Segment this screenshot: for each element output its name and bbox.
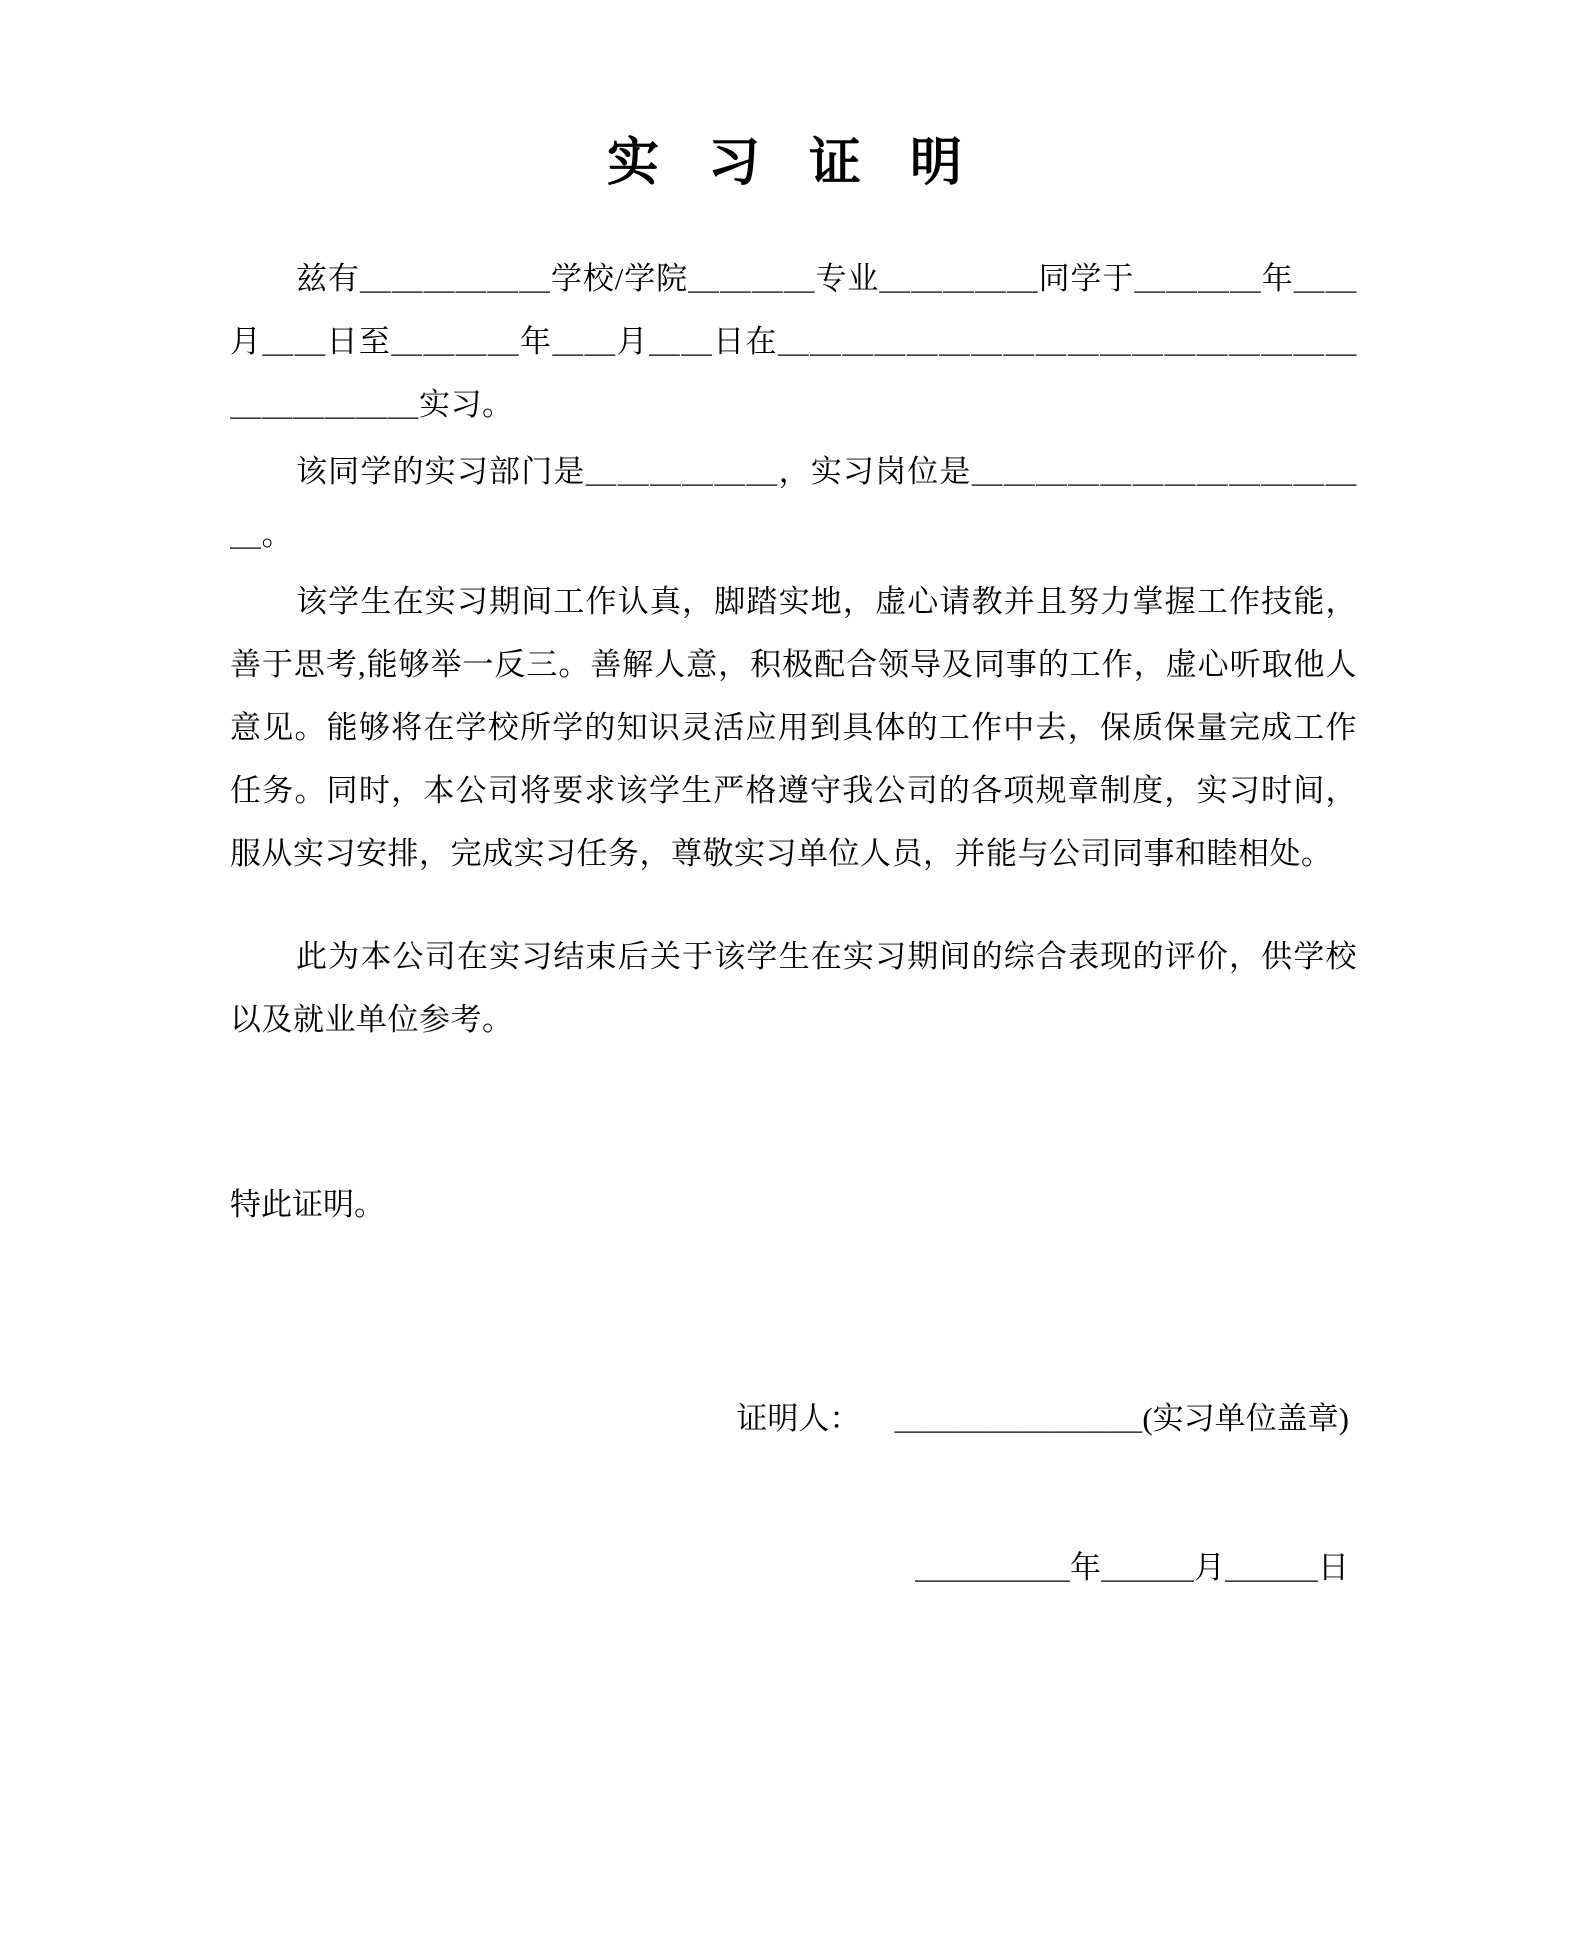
blank-spacer <box>230 1055 1357 1173</box>
document-page <box>0 120 1587 1946</box>
paragraph-purpose: 此为本公司在实习结束后关于该学生在实习期间的综合表现的评价，供学校以及就业单位参考。 <box>230 939 1357 1037</box>
paragraph-performance-review: 该学生在实习期间工作认真，脚踏实地，虚心请教并且努力掌握工作技能，善于思考,能够举一反三。善解人意，积极配合领导及同事的工作，虚心听取他人意见。能够将在学校所学的知识灵活应用到具体的工作中去，保质保量完成工作任务。同时，本公司将要求该学生严格遵守我公司的各项规章制度，实习时间，服从实习安排，完成实习任务，尊敬实习单位人员，并能与公司同事和睦相处。 <box>230 584 1357 871</box>
date-line[interactable]: ＿＿＿＿＿年＿＿＿月＿＿＿日 <box>915 1550 1349 1585</box>
paragraph-department-position: 该同学的实习部门是＿＿＿＿＿＿，实习岗位是＿＿＿＿＿＿＿＿＿＿＿＿＿。 <box>230 454 1357 552</box>
closing-statement: 特此证明。 <box>230 1187 385 1222</box>
signature-label: 证明人： <box>736 1401 861 1436</box>
signature-blank[interactable]: ＿＿＿＿＿＿＿＿ <box>894 1401 1143 1436</box>
paragraph-basic-info: 兹有＿＿＿＿＿＿学校/学院＿＿＿＿专业＿＿＿＿＿同学于＿＿＿＿年＿＿月＿＿日至＿＿＿＿年＿＿月＿＿日在＿＿＿＿＿＿＿＿＿＿＿＿＿＿＿＿＿＿＿＿＿＿＿＿实习。 <box>230 261 1357 422</box>
page-title: 实 习 证 明 <box>606 135 980 192</box>
seal-note: (实习单位盖章) <box>1142 1401 1349 1436</box>
signature-block <box>230 1388 1357 1450</box>
